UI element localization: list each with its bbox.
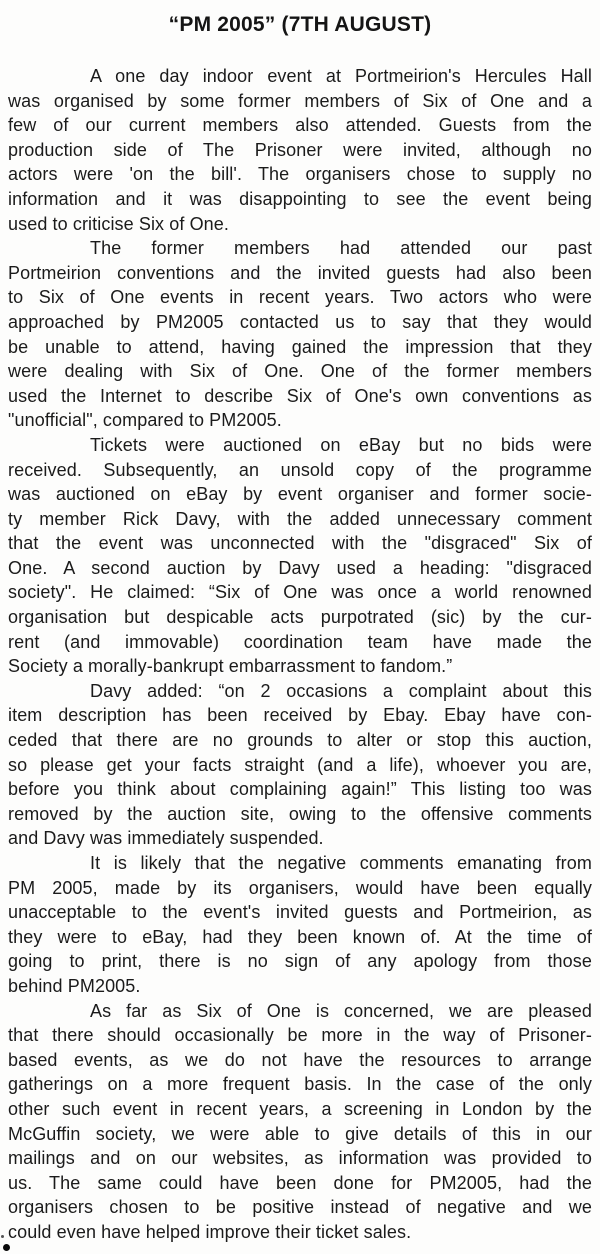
text-line: received. Subsequently, an unsold copy of the programme (8, 459, 592, 480)
text-line: Davy added: “on 2 occasions a complaint about this (90, 680, 592, 701)
text-line: and Davy was immediately suspended. (8, 828, 324, 849)
document-body (0, 64, 600, 1245)
text-line: approached by PM2005 contacted us to say that they would (8, 311, 592, 332)
text-line: based events, as we do not have the resources to arrange (8, 1049, 592, 1070)
text-line: Society a morally-bankrupt embarrassment to fandom.” (8, 656, 453, 677)
text-line: rent (and immovable) coordination team have made the (8, 631, 592, 652)
text-line: actors were 'on the bill'. The organisers chose to supply no (8, 164, 592, 185)
text-line: other such event in recent years, a screening in London by the (8, 1098, 592, 1119)
text-line: Portmeirion conventions and the invited guests had also been (8, 262, 592, 283)
text-line: PM 2005, made by its organisers, would have been equally (8, 877, 592, 898)
paragraph (8, 64, 592, 236)
text-line: ceded that there are no grounds to alter or stop this auction, (8, 730, 592, 751)
paragraph (8, 236, 592, 433)
text-line: so please get your facts straight (and a life), whoever you are, (8, 754, 592, 775)
text-line: was organised by some former members of Six of One and a (8, 90, 592, 111)
text-line: few of our current members also attended. Guests from the (8, 115, 592, 136)
scan-artifact-dot (3, 1244, 10, 1251)
text-line: going to print, there is no sign of any apology from those (8, 951, 592, 972)
text-line: information and it was disappointing to see the event being (8, 188, 592, 209)
text-line: behind PM2005. (8, 975, 141, 996)
text-line: production side of The Prisoner were invited, although no (8, 139, 592, 160)
text-line: that the event was unconnected with the "disgraced" Six of (8, 533, 592, 554)
text-line: society". He claimed: “Six of One was once a world renowned (8, 582, 592, 603)
text-line: was auctioned on eBay by event organiser and former socie- (8, 484, 592, 505)
paragraph (8, 999, 592, 1245)
text-line: us. The same could have been done for PM2005, had the (8, 1172, 592, 1193)
paragraph (8, 433, 592, 679)
text-line: could even have helped improve their ticket sales. (8, 1221, 412, 1242)
text-line: removed by the auction site, owing to the offensive comments (8, 803, 592, 824)
text-line: One. A second auction by Davy used a heading: "disgraced (8, 557, 592, 578)
text-line: be unable to attend, having gained the impression that they (8, 336, 592, 357)
text-line: The former members had attended our past (90, 238, 592, 259)
text-line: As far as Six of One is concerned, we are pleased (90, 1000, 592, 1021)
text-line: McGuffin society, we were able to give details of this in our (8, 1123, 592, 1144)
text-line: to Six of One events in recent years. Two actors who were (8, 287, 592, 308)
text-line: used to criticise Six of One. (8, 213, 229, 234)
text-line: "unofficial", compared to PM2005. (8, 410, 282, 431)
text-line: before you think about complaining again!” This listing too was (8, 779, 592, 800)
text-line: that there should occasionally be more in the way of Prisoner- (8, 1025, 592, 1046)
text-line: used the Internet to describe Six of One's own conventions as (8, 385, 592, 406)
text-line: ty member Rick Davy, with the added unnecessary comment (8, 508, 592, 529)
paragraph (8, 851, 592, 999)
text-line: item description has been received by Ebay. Ebay have con- (8, 705, 592, 726)
page-title: “PM 2005” (7TH AUGUST) (168, 13, 432, 36)
text-line: Tickets were auctioned on eBay but no bids were (90, 434, 592, 455)
paragraph (8, 679, 592, 851)
text-line: A one day indoor event at Portmeirion's Hercules Hall (90, 66, 592, 86)
text-line: were dealing with Six of One. One of the former members (8, 361, 592, 382)
text-line: It is likely that the negative comments emanating from (90, 853, 592, 873)
text-line: mailings and on our websites, as information was provided to (8, 1148, 592, 1169)
text-line: organisation but despicable acts purpotrated (sic) by the cur- (8, 607, 592, 628)
text-line: gatherings on a more frequent basis. In the case of the only (8, 1074, 592, 1095)
text-line: unacceptable to the event's invited guests and Portmeirion, as (8, 902, 592, 923)
text-line: they were to eBay, had they been known of. At the time of (8, 926, 592, 947)
text-line: organisers chosen to be positive instead of negative and we (8, 1197, 592, 1218)
